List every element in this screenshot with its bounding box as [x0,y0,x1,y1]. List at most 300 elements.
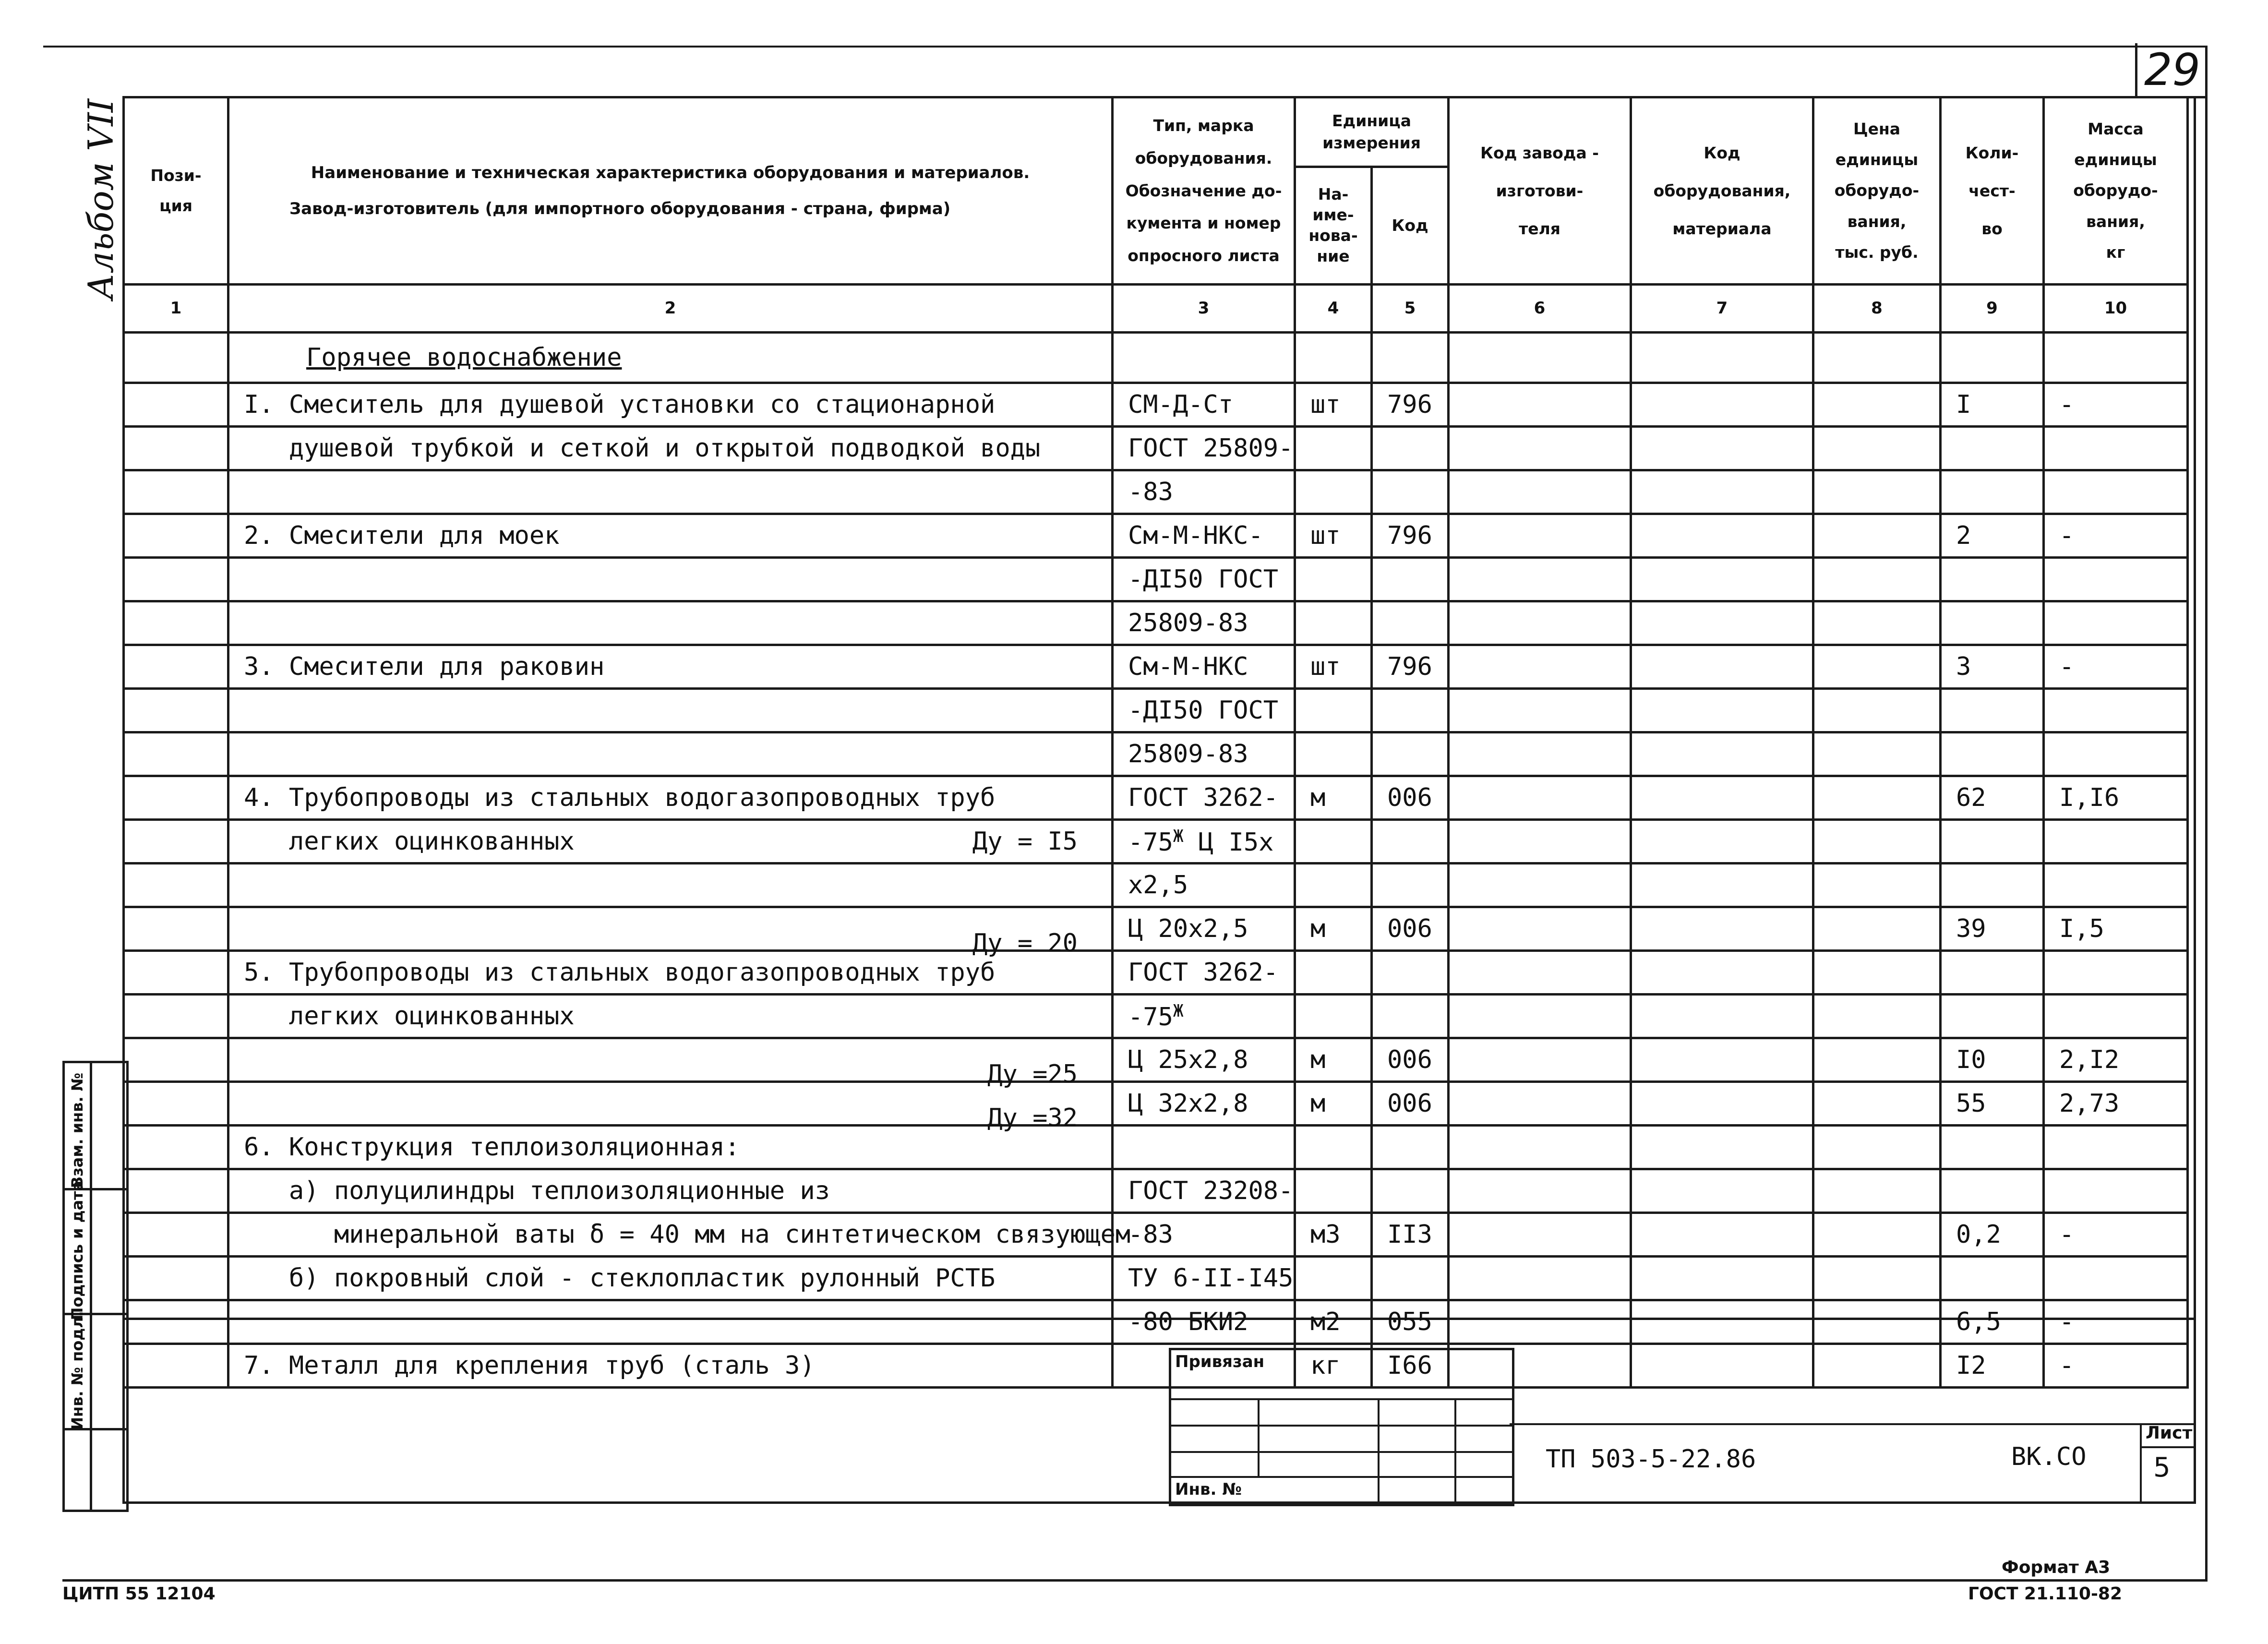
cell-mass [2044,558,2188,601]
specification-table [122,96,2189,1389]
cell-unit-code [1372,427,1449,470]
cell-unit-code: 006 [1372,1038,1449,1082]
cell-mass [2044,995,2188,1038]
header-manufacturer-code: Код завода - изготови- теля [1449,97,1631,285]
cell-position [124,1126,228,1169]
cell-mass: - [2044,1213,2188,1257]
cell-manufacturer-code [1449,820,1631,864]
page-number: 29 [2135,43,2207,98]
table-row [124,689,2188,732]
cell-unit-name: м3 [1295,1213,1372,1257]
cell-position [124,1300,228,1344]
cell-unit-code [1372,1257,1449,1300]
cell-price [1813,1038,1941,1082]
cell-position [124,732,228,776]
cell-position [124,333,228,383]
cell-quantity [1941,470,2044,514]
col-number: 9 [1941,285,2044,333]
cell-unit-code [1372,732,1449,776]
cell-position [124,689,228,732]
cell-mass [2044,470,2188,514]
header-unit-name: На- име- нова- ние [1295,167,1372,285]
cell-manufacturer-code [1449,427,1631,470]
cell-equipment-code [1631,333,1813,383]
cell-name [228,333,1113,383]
section-title: Горячее водоснабжение [306,343,622,372]
cell-unit-name [1295,558,1372,601]
cell-unit-name: шт [1295,514,1372,558]
cell-name [228,995,1113,1038]
item-name: легких оцинкованных [244,827,575,856]
cell-quantity: 2 [1941,514,2044,558]
cell-equipment-code [1631,907,1813,951]
cell-equipment-code [1631,1169,1813,1213]
item-name: 5. Трубопроводы из стальных водогазопроводных труб [244,958,996,987]
cell-type: См-М-НКС [1113,645,1295,689]
cell-quantity: 6,5 [1941,1300,2044,1344]
cell-position [124,907,228,951]
cell-name [228,383,1113,427]
cell-mass: I,I6 [2044,776,2188,820]
frame-top [43,46,2207,48]
cell-unit-name: м [1295,776,1372,820]
table-row [124,995,2188,1038]
cell-mass: - [2044,1300,2188,1344]
cell-position [124,1169,228,1213]
cell-type: ГОСТ 23208- [1113,1169,1295,1213]
table-row [124,1082,2188,1126]
stamp-signature-date: Подпись и дата [68,1180,86,1320]
cell-mass [2044,820,2188,864]
cell-mass [2044,689,2188,732]
cell-equipment-code [1631,864,1813,907]
header-price: Цена единицы оборудо- вания, тыс. руб. [1813,97,1941,285]
cell-manufacturer-code [1449,1126,1631,1169]
cell-type: -80 БКИ2 [1113,1300,1295,1344]
cell-type: ГОСТ 25809- [1113,427,1295,470]
col-number: 10 [2044,285,2188,333]
cell-position [124,514,228,558]
col-number: 6 [1449,285,1631,333]
title-block-top [1510,1423,2196,1425]
cell-price [1813,558,1941,601]
cell-quantity [1941,1257,2044,1300]
cell-quantity: 39 [1941,907,2044,951]
cell-type: $-75^Ж$ [1113,995,1295,1038]
cell-unit-name [1295,333,1372,383]
cell-name [228,864,1113,907]
cell-equipment-code [1631,645,1813,689]
cell-position [124,1082,228,1126]
cell-type: ГОСТ 3262- [1113,951,1295,995]
cell-name [228,558,1113,601]
header-position: Пози- ция [124,97,228,285]
table-row [124,776,2188,820]
table-row [124,864,2188,907]
header-unit-code: Код [1372,167,1449,285]
inner-frame-right [2194,96,2196,1504]
cell-quantity [1941,1169,2044,1213]
binding-box [1169,1348,1514,1506]
table-row [124,645,2188,689]
cell-unit-name: кг [1295,1344,1372,1388]
cell-quantity: 3 [1941,645,2044,689]
sheet-cell-divider [2140,1446,2196,1448]
cell-mass [2044,732,2188,776]
cell-unit-code [1372,1169,1449,1213]
header-equipment-code: Код оборудования, материала [1631,97,1813,285]
cell-name [228,1257,1113,1300]
cell-equipment-code [1631,427,1813,470]
cell-type: 25809-83 [1113,601,1295,645]
binding-label: Привязан [1175,1352,1265,1371]
cell-quantity: I [1941,383,2044,427]
cell-unit-name [1295,732,1372,776]
cell-manufacturer-code [1449,333,1631,383]
cell-unit-name: шт [1295,645,1372,689]
item-name: 2. Смесители для моек [244,521,560,550]
cell-unit-name [1295,427,1372,470]
cell-price [1813,776,1941,820]
cell-manufacturer-code [1449,601,1631,645]
cell-type: Ц 20х2,5 [1113,907,1295,951]
nominal-diameter: Ду = I5 [972,827,1078,856]
cell-position [124,820,228,864]
cell-price [1813,1169,1941,1213]
cell-quantity [1941,820,2044,864]
cell-equipment-code [1631,689,1813,732]
cell-equipment-code [1631,601,1813,645]
cell-manufacturer-code [1449,558,1631,601]
cell-price [1813,1213,1941,1257]
col-number: 7 [1631,285,1813,333]
item-name: 4. Трубопроводы из стальных водогазопроводных труб [244,783,996,812]
cell-equipment-code [1631,732,1813,776]
cell-type: -83 [1113,470,1295,514]
cell-manufacturer-code [1449,1257,1631,1300]
col-number: 4 [1295,285,1372,333]
cell-unit-name [1295,820,1372,864]
cell-unit-code [1372,689,1449,732]
cell-position [124,995,228,1038]
cell-equipment-code [1631,470,1813,514]
item-name: легких оцинкованных [244,1002,575,1031]
cell-equipment-code [1631,1344,1813,1388]
cell-unit-code [1372,558,1449,601]
cell-quantity [1941,427,2044,470]
cell-manufacturer-code [1449,1038,1631,1082]
footer-publisher: ЦИТП 55 12104 [62,1584,216,1604]
stamp-replacement-inventory: Взам. инв. № [68,1072,86,1188]
table-row [124,907,2188,951]
cell-type: $-75^Ж$ Ц I5х [1113,820,1295,864]
cell-position [124,427,228,470]
sheet-number: 5 [2153,1452,2171,1483]
table-row [124,427,2188,470]
cell-price [1813,470,1941,514]
nominal-diameter: Ду = 20 [972,929,1078,958]
cell-price [1813,732,1941,776]
cell-quantity [1941,558,2044,601]
cell-position [124,645,228,689]
cell-price [1813,601,1941,645]
cell-equipment-code [1631,1082,1813,1126]
cell-unit-code [1372,995,1449,1038]
table-row [124,951,2188,995]
cell-mass [2044,333,2188,383]
cell-equipment-code [1631,1213,1813,1257]
cell-mass [2044,1257,2188,1300]
cell-position [124,383,228,427]
table-row [124,383,2188,427]
cell-unit-code [1372,1126,1449,1169]
cell-unit-code [1372,951,1449,995]
cell-unit-name [1295,601,1372,645]
table-row [124,820,2188,864]
cell-name [228,514,1113,558]
cell-price [1813,907,1941,951]
cell-mass [2044,1169,2188,1213]
item-name: минеральной ваты δ = 40 мм на синтетическом связующем [244,1220,1131,1249]
cell-name [228,907,1113,958]
album-label: Альбом VII [81,98,121,300]
cell-manufacturer-code [1449,1082,1631,1126]
item-name: а) полуцилиндры теплоизоляционные из [244,1176,830,1205]
table-row [124,1213,2188,1257]
item-name: I. Смеситель для душевой установки со стационарной [244,390,996,419]
cell-unit-code: 006 [1372,1082,1449,1126]
cell-unit-name: м [1295,1082,1372,1126]
cell-type: -ДI50 ГОСТ [1113,558,1295,601]
header-quantity: Коли- чест- во [1941,97,2044,285]
cell-mass [2044,601,2188,645]
cell-mass: - [2044,514,2188,558]
cell-type [1113,333,1295,383]
item-name: б) покровный слой - стеклопластик рулонный РСТБ [244,1264,996,1293]
cell-type: СМ-Д-Ст [1113,383,1295,427]
cell-position [124,601,228,645]
cell-equipment-code [1631,1126,1813,1169]
cell-quantity: 62 [1941,776,2044,820]
cell-quantity [1941,995,2044,1038]
cell-unit-name [1295,951,1372,995]
table-row [124,470,2188,514]
cell-position [124,1213,228,1257]
cell-price [1813,820,1941,864]
cell-type: ГОСТ 3262- [1113,776,1295,820]
cell-equipment-code [1631,558,1813,601]
cell-unit-name [1295,689,1372,732]
cell-position [124,558,228,601]
table-row [124,1300,2188,1344]
cell-manufacturer-code [1449,1213,1631,1257]
cell-price [1813,333,1941,383]
cell-quantity [1941,689,2044,732]
cell-name [228,1126,1113,1169]
cell-manufacturer-code [1449,689,1631,732]
cell-price [1813,645,1941,689]
stamp-original-inventory: Инв. № подл. [68,1311,86,1430]
col-number: 8 [1813,285,1941,333]
cell-unit-code: I66 [1372,1344,1449,1388]
cell-quantity [1941,333,2044,383]
table-row [124,732,2188,776]
sheet-cell-left [2140,1423,2142,1504]
cell-unit-code: II3 [1372,1213,1449,1257]
cell-position [124,1344,228,1388]
col-number: 2 [228,285,1113,333]
cell-unit-code: 006 [1372,776,1449,820]
cell-equipment-code [1631,776,1813,820]
col-number: 3 [1113,285,1295,333]
cell-unit-name [1295,1126,1372,1169]
table-row [124,1126,2188,1169]
cell-unit-name: м [1295,907,1372,951]
cell-name [228,820,1113,864]
table-row [124,558,2188,601]
cell-unit-name [1295,995,1372,1038]
cell-price [1813,1082,1941,1126]
cell-price [1813,514,1941,558]
cell-unit-code [1372,820,1449,864]
cell-price [1813,1300,1941,1344]
cell-unit-name [1295,470,1372,514]
cell-equipment-code [1631,1300,1813,1344]
cell-quantity [1941,1126,2044,1169]
sheet-label: Лист [2146,1423,2193,1443]
table-row [124,601,2188,645]
cell-mass [2044,951,2188,995]
header-name: Наименование и техническая характеристика оборудования и материалов. Завод-изготовитель (для импортного оборудования - страна, фирма) [228,97,1113,285]
document-code: ТП 503-5-22.86 [1546,1445,1756,1474]
col-number: 1 [124,285,228,333]
cell-position [124,951,228,995]
cell-equipment-code [1631,951,1813,995]
cell-type: ТУ 6-II-I45 [1113,1257,1295,1300]
cell-unit-code [1372,470,1449,514]
cell-unit-name: шт [1295,383,1372,427]
cell-price [1813,951,1941,995]
cell-manufacturer-code [1449,951,1631,995]
cell-manufacturer-code [1449,776,1631,820]
cell-quantity [1941,601,2044,645]
cell-name [228,1344,1113,1388]
item-name: 3. Смесители для раковин [244,652,605,681]
cell-manufacturer-code [1449,995,1631,1038]
cell-unit-name [1295,1257,1372,1300]
cell-type: х2,5 [1113,864,1295,907]
frame-bottom [62,1579,2208,1582]
cell-price [1813,864,1941,907]
cell-name [228,1082,1113,1132]
cell-mass: - [2044,383,2188,427]
cell-position [124,776,228,820]
cell-name [228,645,1113,689]
header-mass: Масса единицы оборудо- вания, кг [2044,97,2188,285]
cell-type: -ДI50 ГОСТ [1113,689,1295,732]
cell-quantity: 0,2 [1941,1213,2044,1257]
header-unit: Единица измерения [1295,97,1449,167]
cell-quantity [1941,732,2044,776]
item-name: 6. Конструкция теплоизоляционная: [244,1133,740,1162]
cell-unit-code [1372,601,1449,645]
cell-quantity [1941,864,2044,907]
cell-unit-code [1372,333,1449,383]
cell-price [1813,1126,1941,1169]
cell-name [228,427,1113,470]
item-name: 7. Металл для крепления труб (сталь 3) [244,1351,815,1380]
cell-name [228,1169,1113,1213]
cell-position [124,1038,228,1082]
cell-manufacturer-code [1449,1169,1631,1213]
cell-mass: - [2044,645,2188,689]
cell-equipment-code [1631,995,1813,1038]
cell-quantity: I2 [1941,1344,2044,1388]
cell-name [228,1300,1113,1344]
cell-price [1813,427,1941,470]
cell-equipment-code [1631,514,1813,558]
cell-unit-code: 055 [1372,1300,1449,1344]
col-number: 5 [1372,285,1449,333]
cell-unit-name [1295,864,1372,907]
table-row [124,333,2188,383]
cell-manufacturer-code [1449,383,1631,427]
cell-price [1813,995,1941,1038]
cell-equipment-code [1631,1257,1813,1300]
cell-type: -83 [1113,1213,1295,1257]
cell-unit-name: м2 [1295,1300,1372,1344]
footer-format: Формат А3 [2002,1558,2111,1577]
cell-type [1113,1126,1295,1169]
inventory-label: Инв. № [1175,1480,1242,1499]
cell-mass [2044,1126,2188,1169]
cell-type: 25809-83 [1113,732,1295,776]
table-body [124,333,2188,1388]
nominal-diameter: Ду =32 [987,1104,1078,1132]
cell-position [124,470,228,514]
cell-type: См-М-НКС- [1113,514,1295,558]
cell-quantity [1941,951,2044,995]
section-code: ВК.СО [2011,1442,2087,1471]
inner-frame-bottom [122,1501,2196,1504]
cell-quantity: 55 [1941,1082,2044,1126]
cell-price [1813,689,1941,732]
cell-unit-code: 006 [1372,907,1449,951]
cell-equipment-code [1631,383,1813,427]
cell-name [228,689,1113,732]
table-row [124,1257,2188,1300]
cell-mass: - [2044,1344,2188,1388]
frame-right [2205,46,2208,1582]
cell-manufacturer-code [1449,470,1631,514]
cell-equipment-code [1631,1038,1813,1082]
cell-name [228,776,1113,820]
cell-manufacturer-code [1449,732,1631,776]
cell-manufacturer-code [1449,864,1631,907]
cell-name [228,951,1113,995]
cell-mass: 2,I2 [2044,1038,2188,1082]
cell-unit-code [1372,864,1449,907]
cell-price [1813,1344,1941,1388]
footer-standard: ГОСТ 21.110-82 [1968,1584,2123,1604]
cell-equipment-code [1631,820,1813,864]
cell-mass: 2,73 [2044,1082,2188,1126]
cell-mass: I,5 [2044,907,2188,951]
item-name: душевой трубкой и сеткой и открытой подводкой воды [244,434,1041,463]
table-row [124,1169,2188,1213]
cell-manufacturer-code [1449,1300,1631,1344]
cell-type: Ц 32х2,8 [1113,1082,1295,1126]
